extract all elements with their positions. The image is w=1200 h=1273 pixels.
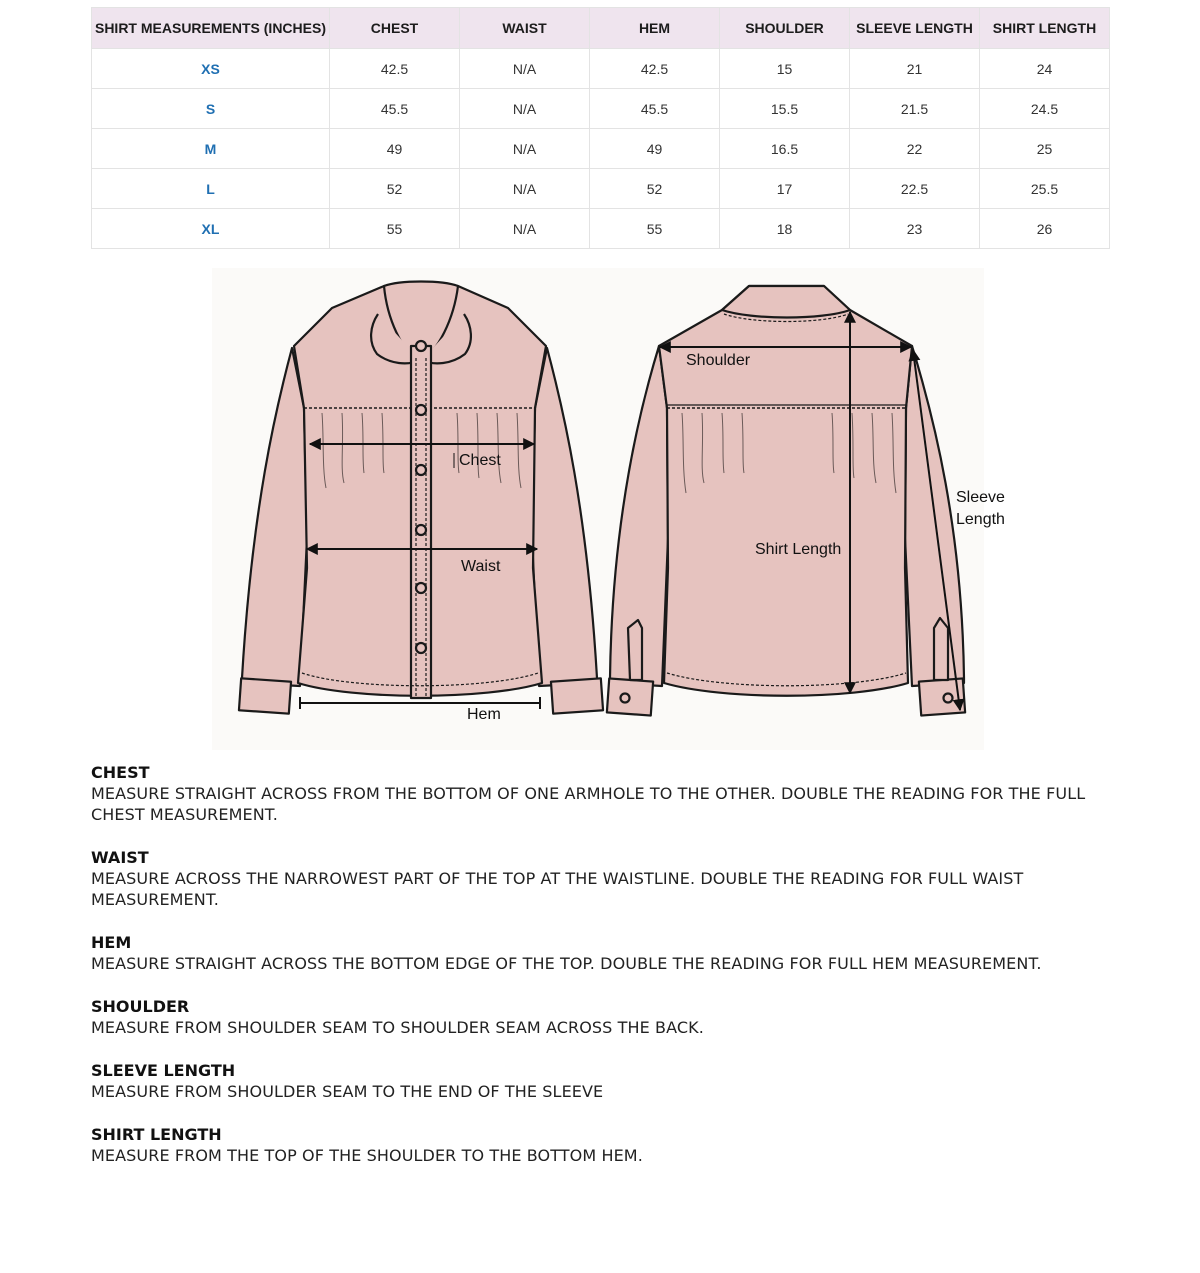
note-shirt-length	[91, 1124, 1091, 1166]
table-row	[92, 49, 1110, 89]
shirt-length-label: Shirt Length	[755, 541, 842, 558]
chest-label: Chest	[459, 452, 501, 469]
table-cell: 26	[980, 209, 1110, 249]
table-cell: 21.5	[850, 89, 980, 129]
note-chest	[91, 762, 1091, 825]
note-title: SHIRT LENGTH	[91, 1125, 222, 1144]
table-cell: 49	[590, 129, 720, 169]
table-cell: 21	[850, 49, 980, 89]
table-cell: N/A	[460, 49, 590, 89]
table-cell: N/A	[460, 169, 590, 209]
table-cell: 52	[590, 169, 720, 209]
table-cell: 55	[590, 209, 720, 249]
table-row	[92, 129, 1110, 169]
table-cell: 42.5	[330, 49, 460, 89]
sleeve-label-line2: Length	[956, 511, 1005, 528]
table-cell: N/A	[460, 129, 590, 169]
table-cell: 15	[720, 49, 850, 89]
table-cell: 22.5	[850, 169, 980, 209]
table-cell: 16.5	[720, 129, 850, 169]
note-waist	[91, 847, 1091, 910]
shirt-measurement-diagram	[212, 268, 1005, 750]
note-text: MEASURE FROM SHOULDER SEAM TO THE END OF THE SLEEVE	[91, 1082, 604, 1101]
shoulder-label: Shoulder	[686, 352, 751, 369]
table-header-row	[92, 8, 1110, 49]
table-cell: 24.5	[980, 89, 1110, 129]
table-cell: 22	[850, 129, 980, 169]
table-row	[92, 89, 1110, 129]
size-cell: S	[92, 89, 330, 129]
note-title: CHEST	[91, 763, 150, 782]
size-chart-table	[91, 7, 1110, 249]
header-cell: CHEST	[330, 8, 460, 49]
note-text: MEASURE ACROSS THE NARROWEST PART OF THE TOP AT THE WAISTLINE. DOUBLE THE READING FOR FULL WAIST MEASUREMENT.	[91, 869, 1024, 909]
table-row	[92, 209, 1110, 249]
note-text: MEASURE FROM SHOULDER SEAM TO SHOULDER SEAM ACROSS THE BACK.	[91, 1018, 704, 1037]
table-cell: 15.5	[720, 89, 850, 129]
waist-label: Waist	[461, 558, 501, 575]
front-shirt-illustration	[239, 282, 603, 714]
header-cell: SHIRT LENGTH	[980, 8, 1110, 49]
table-cell: 25.5	[980, 169, 1110, 209]
note-text: MEASURE STRAIGHT ACROSS THE BOTTOM EDGE OF THE TOP. DOUBLE THE READING FOR FULL HEM MEASUREMENT.	[91, 954, 1042, 973]
table-cell: 18	[720, 209, 850, 249]
table-cell: 42.5	[590, 49, 720, 89]
hem-label: Hem	[467, 706, 501, 723]
table-cell: 24	[980, 49, 1110, 89]
note-sleeve-length	[91, 1060, 1091, 1102]
note-title: HEM	[91, 933, 132, 952]
table-cell: 17	[720, 169, 850, 209]
header-cell: WAIST	[460, 8, 590, 49]
table-cell: N/A	[460, 209, 590, 249]
table-cell: 25	[980, 129, 1110, 169]
size-cell: XL	[92, 209, 330, 249]
header-cell: SHIRT MEASUREMENTS (INCHES)	[92, 8, 330, 49]
size-cell: M	[92, 129, 330, 169]
note-title: SHOULDER	[91, 997, 190, 1016]
size-cell: XS	[92, 49, 330, 89]
table-cell: 49	[330, 129, 460, 169]
back-shirt-illustration	[607, 286, 965, 715]
table-cell: 45.5	[330, 89, 460, 129]
size-cell: L	[92, 169, 330, 209]
header-cell: SHOULDER	[720, 8, 850, 49]
note-text: MEASURE FROM THE TOP OF THE SHOULDER TO THE BOTTOM HEM.	[91, 1146, 643, 1165]
table-cell: N/A	[460, 89, 590, 129]
note-shoulder	[91, 996, 1091, 1038]
note-title: WAIST	[91, 848, 149, 867]
sleeve-label-line1: Sleeve	[956, 489, 1005, 506]
header-cell: SLEEVE LENGTH	[850, 8, 980, 49]
table-cell: 55	[330, 209, 460, 249]
measurement-instructions	[91, 762, 1091, 1188]
table-cell: 45.5	[590, 89, 720, 129]
note-hem	[91, 932, 1091, 974]
table-cell: 23	[850, 209, 980, 249]
table-cell: 52	[330, 169, 460, 209]
table-row	[92, 169, 1110, 209]
header-cell: HEM	[590, 8, 720, 49]
note-text: MEASURE STRAIGHT ACROSS FROM THE BOTTOM OF ONE ARMHOLE TO THE OTHER. DOUBLE THE READING FOR THE FULL CHEST MEASUREMENT.	[91, 784, 1086, 824]
note-title: SLEEVE LENGTH	[91, 1061, 236, 1080]
